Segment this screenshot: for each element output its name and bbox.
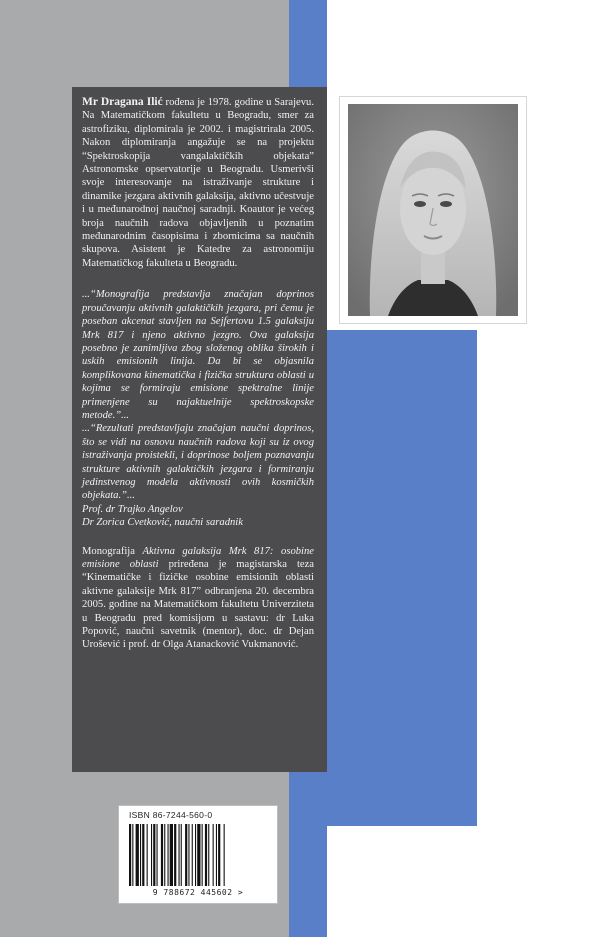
isbn-barcode-box [118,805,278,904]
text-column [82,96,314,652]
barcode-digits: 9 788672 445602 > [152,888,244,897]
barcode-bar [216,824,217,886]
portrait-image [348,104,518,316]
monograph-note [82,545,314,652]
isbn-label: ISBN 86-7244-560-0 [129,810,213,820]
reviewer-2: Dr Zorica Cvetković, naučni saradnik [82,517,243,529]
barcode-bar [213,824,214,886]
barcode-bar [185,824,187,886]
review-quote-2: ...“Rezultati predstavljaju značajan naučni doprinos, što se vidi na osnovu naučnih radova koji su iz ovog istraživanja proistekli, i doprinose boljem poznavanju strukture aktivnih galaktičkih jezgara i formiranju jedinstvenog modela aktivnosti ovih kosmičkih objekata.”... [82,423,314,502]
author-photo [348,104,518,316]
barcode-bar [188,824,189,886]
monograph-lead: Monografija [82,545,143,557]
barcode-bar [205,824,207,886]
barcode-bar [140,824,141,886]
author-name: Mr Dragana Ilić [82,96,163,108]
barcode-bar [197,824,200,886]
barcode-bar [161,824,163,886]
barcode [127,824,269,886]
barcode-bar [153,824,155,886]
review-quote-1: ...“Monografija predstavlja značajan doprinos proučavanju aktivnih galaktičkih jezgara, pri čemu je poseban akcenat stavljen na Sejfertovu 1.5 galaksiju Mrk 817 i njeno aktivno jezgro. Ova galaksija posebno je zanimljiva zbog složenog oblika širokih i uskih emisionih linija. Da bi se objasnila komplikovana kinematička i fizička struktura oblasti u kojima se formiraju emisione spektralne linije primenjene su najaktuelnije spektroskopske metode.”... [82,289,314,421]
barcode-bar [192,824,193,886]
barcode-bar [151,824,152,886]
monograph-title: Aktivna galaksija Mrk 817: osobine emisione oblasti [82,545,314,570]
barcode-bar [224,824,225,886]
author-bio-text: rođena je 1978. godine u Sarajevu. Na Matematičkom fakultetu u Beogradu, smer za astrofiziku, diplomirala je 2002. i magistrirala 2005. Nakon diplomiranja angažuje se na projektu “Spektroskopija vangalaktičkih objekata” Astronomske opservatorije u Beogradu. Usmerivši svoje interesovanje na istraživanje strukture i dinamike jezgara aktivnih galaksija, aktivno učestvuje i u međunarodnoj naučnoj saradnji. Koautor je većeg broja naučnih radova objavljenih u poznatim međunarodnim časopisima i zbornicima sa naučnih skupova. Asistent je Katedre za astronomiju Matematičkog fakulteta u Beogradu. [82,97,314,269]
barcode-bar [142,824,144,886]
barcode-bar [136,824,139,886]
barcode-bar [164,824,165,886]
author-photo-frame [339,96,527,324]
barcode-bar [218,824,220,886]
barcode-bar [129,824,131,886]
blue-band-top [289,0,327,87]
white-block [327,826,477,937]
barcode-bar [202,824,203,886]
barcode-bar [208,824,209,886]
barcode-bar [132,824,133,886]
barcode-bar [174,824,176,886]
barcode-bar [181,824,182,886]
barcode-bar [170,824,173,886]
author-bio [82,96,314,270]
barcode-bar [147,824,148,886]
barcode-bar [157,824,158,886]
reviewer-1: Prof. dr Trajko Angelov [82,503,183,515]
barcode-bar [179,824,180,886]
barcode-bar [195,824,196,886]
monograph-text: priređena je magistarska teza “Kinematičke i fizičke osobine emisionih oblasti aktivne galaksije Mrk 817” odbranjena 20. decembra 2005. godine na Matematičkom fakultetu Univerziteta u Beogradu pred komisijom u sastavu: dr Luka Popović, naučni savetnik (mentor), doc. dr Dejan Urošević i prof. dr Olga Atanacković Vukmanović. [82,559,314,651]
barcode-bar [168,824,169,886]
